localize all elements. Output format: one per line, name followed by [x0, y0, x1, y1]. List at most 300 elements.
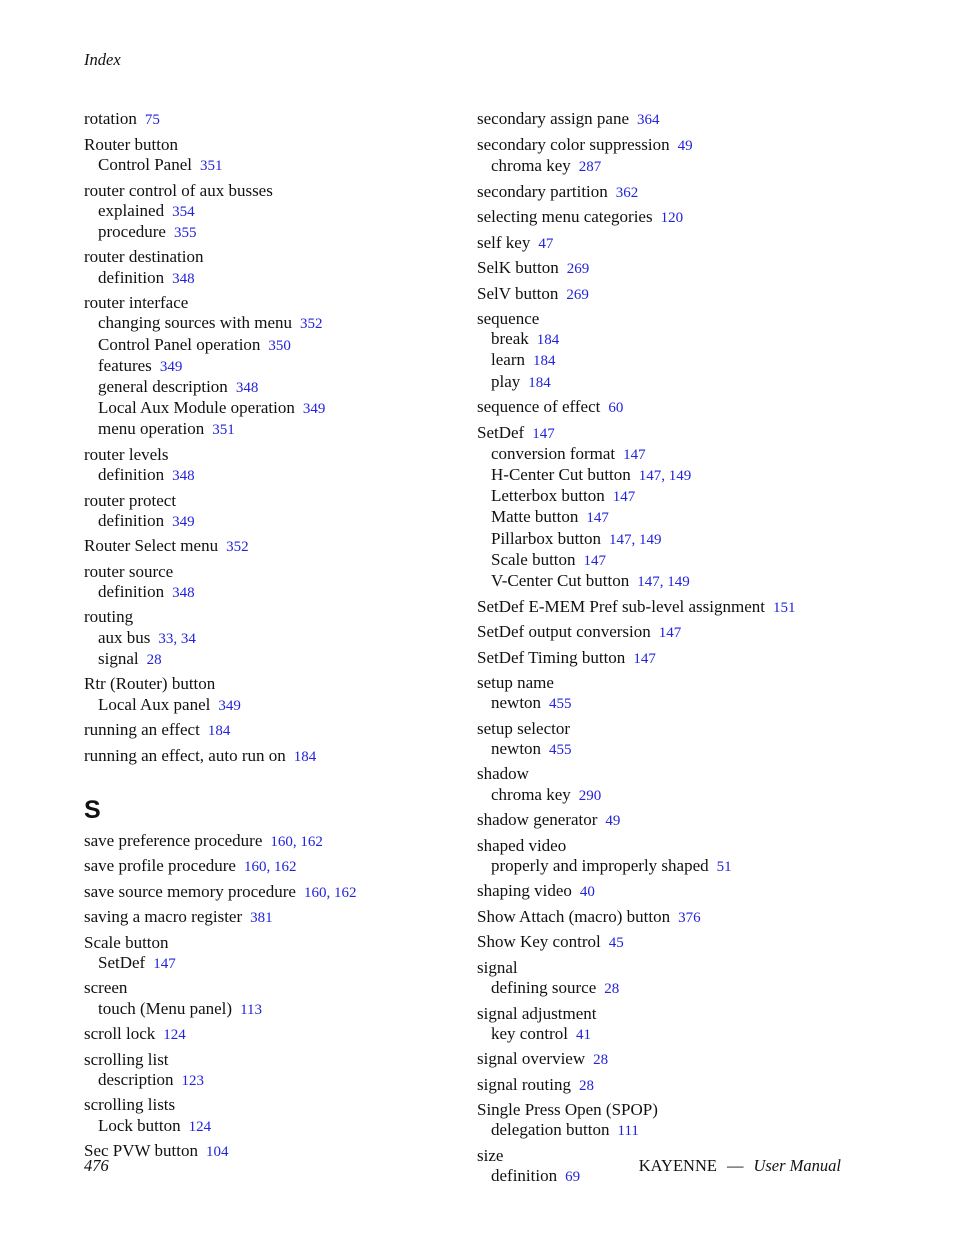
index-term-line: [477, 719, 867, 739]
index-entry: [477, 397, 867, 418]
index-term: Scale button: [84, 932, 169, 952]
index-term-line: [477, 1100, 867, 1120]
index-entry: [84, 882, 474, 903]
page-refs: [189, 1119, 212, 1135]
index-subentry: [84, 953, 474, 974]
page-link[interactable]: 348: [172, 468, 195, 485]
page-refs: [172, 204, 195, 220]
index-term-line: [84, 674, 474, 694]
page-link[interactable]: 69: [565, 1169, 581, 1186]
page-link[interactable]: 104: [205, 1144, 229, 1161]
index-entry: [84, 831, 474, 852]
index-entry: [477, 622, 867, 643]
page-refs: [717, 859, 732, 875]
index-subterm: changing sources with menu: [98, 313, 293, 333]
page-link[interactable]: 33: [158, 630, 174, 647]
page-link[interactable]: 40: [579, 884, 595, 901]
page-link[interactable]: 269: [566, 286, 589, 303]
index-term-line: [84, 135, 474, 155]
page-link[interactable]: 160: [303, 884, 327, 901]
page-refs: [608, 400, 623, 416]
index-subterm: Pillarbox button: [491, 528, 602, 548]
index-term: router protect: [84, 490, 177, 510]
page-link[interactable]: 376: [678, 909, 701, 926]
page-refs: [145, 112, 160, 128]
index-entry: [477, 881, 867, 902]
index-term-line: [84, 607, 474, 627]
index-subentry: [477, 739, 867, 760]
index-subterm: description: [98, 1069, 174, 1089]
index-term-line: [84, 978, 474, 998]
index-subentry: [477, 156, 867, 177]
page-link[interactable]: 184: [536, 332, 560, 349]
page-link[interactable]: 349: [159, 358, 183, 375]
page-link[interactable]: 111: [617, 1123, 639, 1140]
page-refs: [609, 532, 662, 548]
index-subentry: [477, 507, 867, 528]
index-subterm: key control: [491, 1023, 568, 1043]
page-link[interactable]: 45: [608, 935, 624, 952]
index-term-line: [84, 1050, 474, 1070]
page-refs: [633, 651, 656, 667]
page-refs: [567, 261, 590, 277]
page-link[interactable]: 47: [538, 235, 554, 252]
page-link[interactable]: 41: [575, 1026, 591, 1043]
page-link[interactable]: 160: [270, 833, 293, 850]
index-entry: [84, 491, 474, 532]
page-refs: [240, 1002, 262, 1018]
page-link[interactable]: 455: [549, 741, 572, 758]
page-separator: ,: [292, 833, 301, 850]
index-entry: [477, 719, 867, 760]
page-refs: [639, 468, 692, 484]
page-refs: [580, 884, 595, 900]
page-refs: [576, 1027, 591, 1043]
index-subterm: Lock button: [98, 1115, 181, 1135]
page-separator: ,: [326, 884, 334, 901]
index-subentry: [84, 377, 474, 398]
index-subterm: procedure: [98, 221, 166, 241]
page-link[interactable]: 354: [172, 203, 195, 220]
page-link[interactable]: 364: [637, 112, 660, 129]
page-refs: [616, 185, 639, 201]
page-refs: [226, 539, 249, 555]
page-link[interactable]: 120: [660, 210, 684, 226]
index-subterm: H-Center Cut button: [491, 465, 631, 485]
index-term-line: [84, 247, 474, 267]
index-entry: [84, 293, 474, 440]
index-term: scrolling lists: [84, 1095, 176, 1115]
index-entry: [84, 907, 474, 928]
index-subentry: [477, 693, 867, 714]
index-entry: [477, 932, 867, 953]
page-refs: [212, 422, 235, 438]
index-subentry: [477, 1024, 867, 1045]
page-link[interactable]: 162: [300, 833, 323, 850]
index-entry: [84, 978, 474, 1019]
page-link[interactable]: 352: [300, 316, 323, 333]
index-subentry: [84, 628, 474, 649]
index-entry: [84, 247, 474, 288]
index-term-line: [84, 882, 474, 903]
page-refs: [533, 353, 556, 369]
index-term-line: [477, 309, 867, 329]
index-entry: [84, 1050, 474, 1091]
page-link[interactable]: 184: [528, 374, 551, 391]
page-link[interactable]: 28: [146, 651, 162, 668]
index-subentry: [477, 465, 867, 486]
index-term: screen: [84, 978, 128, 998]
index-term: signal routing: [477, 1074, 571, 1094]
index-term: SetDef: [477, 422, 525, 442]
page-separator: ,: [661, 468, 669, 485]
index-term: routing: [84, 607, 134, 627]
index-subterm: touch (Menu panel): [98, 998, 233, 1018]
index-subentry: [84, 999, 474, 1020]
index-term-line: [477, 284, 867, 305]
page-refs: [158, 631, 196, 647]
page-refs: [174, 225, 197, 241]
page-link[interactable]: 147: [637, 574, 660, 591]
index-subterm: chroma key: [491, 156, 571, 175]
index-subentry: [477, 529, 867, 550]
index-term: Single Press Open (SPOP): [477, 1100, 658, 1120]
page-link[interactable]: 184: [532, 353, 556, 370]
index-term-line: [84, 856, 474, 877]
index-term: SelK button: [477, 258, 559, 277]
index-entry: [477, 673, 867, 714]
index-term: sequence: [477, 309, 540, 328]
page-link[interactable]: 147: [583, 552, 607, 569]
page-separator: ,: [266, 859, 274, 876]
index-term: save source memory procedure: [84, 881, 296, 901]
page-link[interactable]: 113: [240, 1001, 263, 1018]
index-subentry: [84, 649, 474, 670]
footer-manual: User Manual: [753, 1156, 841, 1175]
page-link[interactable]: 147: [638, 468, 662, 485]
index-term-line: [84, 1024, 474, 1045]
index-subterm: Scale button: [491, 549, 576, 569]
index-subterm: Local Aux panel: [98, 694, 211, 714]
page-link[interactable]: 149: [639, 531, 662, 548]
index-term: SelV button: [477, 283, 559, 303]
index-entry: [84, 562, 474, 603]
index-entry: [84, 607, 474, 670]
index-entry: [477, 1004, 867, 1045]
section-letter: S: [84, 795, 101, 824]
index-term-line: [84, 907, 474, 928]
page-link[interactable]: 149: [668, 468, 692, 485]
page-refs: [172, 585, 195, 601]
index-subentry: [477, 571, 867, 592]
page-link[interactable]: 160: [243, 859, 267, 876]
page-refs: [661, 210, 684, 226]
page-refs: [172, 468, 195, 484]
index-term: shadow: [477, 764, 529, 784]
index-subterm: explained: [98, 200, 165, 220]
index-term-line: [84, 933, 474, 953]
index-column-left: [84, 105, 474, 1162]
page-number: 476: [84, 1156, 109, 1175]
index-subterm: menu operation: [98, 419, 205, 439]
page-refs: [538, 236, 553, 252]
index-term-line: [84, 536, 474, 557]
index-subentry: [477, 444, 867, 465]
page-link[interactable]: 348: [172, 270, 195, 287]
page-link[interactable]: 149: [667, 574, 690, 591]
page-refs: [182, 1073, 205, 1089]
page-link[interactable]: 49: [677, 137, 693, 154]
index-term: shaped video: [477, 835, 567, 855]
index-subterm: definition: [98, 510, 165, 530]
page-refs: [586, 510, 609, 526]
page-link[interactable]: 162: [333, 884, 357, 901]
page-link[interactable]: 147: [633, 650, 656, 667]
index-subterm: play: [491, 371, 521, 391]
index-entry: [477, 182, 867, 203]
page-link[interactable]: 184: [207, 723, 231, 740]
index-term-line: [84, 831, 474, 852]
index-term-line: [477, 932, 867, 953]
page-link[interactable]: 352: [226, 539, 249, 556]
page-refs: [218, 698, 241, 714]
index-term: scroll lock: [84, 1024, 156, 1044]
page-refs: [268, 338, 291, 354]
index-term: saving a macro register: [84, 907, 243, 927]
page-link[interactable]: 49: [605, 813, 621, 830]
page-link[interactable]: 290: [578, 787, 602, 804]
page-link[interactable]: 147: [658, 625, 682, 642]
page-refs: [537, 332, 560, 348]
index-term: size: [477, 1145, 504, 1165]
index-subentry: [84, 695, 474, 716]
index-term: running an effect: [84, 720, 200, 740]
index-term-line: [84, 181, 474, 201]
index-entry: [477, 1049, 867, 1070]
index-term-line: [84, 720, 474, 741]
index-term-line: [84, 746, 474, 767]
page-link[interactable]: 349: [172, 513, 195, 530]
index-term-line: [84, 109, 474, 130]
index-subterm: definition: [98, 267, 165, 287]
index-term-line: [477, 673, 867, 693]
index-subentry: [84, 155, 474, 176]
index-subterm: definition: [98, 581, 165, 601]
index-subterm: Local Aux Module operation: [98, 398, 295, 418]
index-subterm: definition: [98, 465, 165, 485]
index-term-line: [477, 397, 867, 418]
page-refs: [566, 287, 589, 303]
index-term-line: [84, 1141, 474, 1162]
page-link[interactable]: 147: [586, 510, 609, 527]
page-link[interactable]: 269: [566, 261, 590, 277]
index-term-line: [477, 958, 867, 978]
index-term: setup name: [477, 673, 554, 693]
index-term: router control of aux busses: [84, 180, 273, 200]
index-term: Show Key control: [477, 932, 601, 952]
index-entry: [84, 1141, 474, 1162]
page-link[interactable]: 151: [773, 599, 796, 616]
index-term: sequence of effect: [477, 397, 601, 417]
index-subentry: [84, 465, 474, 486]
page-link[interactable]: 147: [609, 531, 632, 548]
index-subterm: Letterbox button: [491, 486, 605, 506]
page-link[interactable]: 381: [250, 910, 273, 927]
index-entry: [477, 423, 867, 593]
index-term-line: [84, 491, 474, 511]
page-link[interactable]: 51: [716, 858, 732, 875]
index-term: router source: [84, 561, 174, 581]
index-term-line: [477, 135, 867, 156]
index-term: shaping video: [477, 881, 572, 901]
index-term-line: [477, 648, 867, 669]
page-refs: [147, 652, 162, 668]
index-entry: [477, 135, 867, 177]
index-subentry: [477, 486, 867, 507]
page-link[interactable]: 34: [180, 630, 196, 647]
page-separator: ,: [659, 574, 668, 591]
page-link[interactable]: 349: [302, 401, 326, 418]
page-refs: [153, 956, 176, 972]
index-term: shadow generator: [477, 810, 598, 830]
index-subentry: [477, 978, 867, 999]
index-term: signal: [477, 957, 518, 977]
page-separator: ,: [173, 630, 181, 647]
index-term: router levels: [84, 444, 169, 464]
index-subterm: Matte button: [491, 507, 579, 527]
index-term: secondary partition: [477, 181, 608, 201]
index-term-line: [477, 597, 867, 618]
index-subentry: [84, 335, 474, 356]
index-entry: [477, 648, 867, 669]
index-entry: [477, 207, 867, 228]
page-link[interactable]: 455: [549, 696, 572, 713]
page-refs: [300, 316, 323, 332]
page-refs: [172, 514, 195, 530]
index-subentry: [477, 329, 867, 350]
page-link[interactable]: 60: [608, 400, 624, 417]
index-subterm: general description: [98, 376, 228, 396]
index-subterm: newton: [491, 738, 542, 758]
index-term: SetDef Timing button: [477, 647, 626, 667]
page-link[interactable]: 124: [163, 1027, 186, 1044]
page-link[interactable]: 184: [293, 748, 317, 765]
index-term-line: [477, 881, 867, 902]
page-refs: [244, 859, 297, 875]
page-refs: [604, 981, 619, 997]
index-entry: [84, 135, 474, 176]
index-subterm: V-Center Cut button: [491, 571, 630, 591]
index-entry: [477, 810, 867, 831]
index-term-line: [84, 1095, 474, 1115]
page-link[interactable]: 147: [532, 425, 555, 442]
page-link[interactable]: 123: [181, 1072, 205, 1089]
index-term: router destination: [84, 247, 204, 267]
page-refs: [579, 788, 602, 804]
index-term-line: [477, 622, 867, 643]
index-subterm: properly and improperly shaped: [491, 855, 709, 875]
page-link[interactable]: 28: [593, 1052, 609, 1069]
index-subentry: [477, 350, 867, 371]
page-link[interactable]: 351: [199, 158, 223, 174]
page-refs: [304, 885, 357, 901]
page-link[interactable]: 28: [578, 1077, 594, 1094]
page-refs: [579, 1078, 594, 1094]
page-link[interactable]: 147: [612, 489, 636, 506]
footer-brand: KAYENNE: [638, 1156, 717, 1175]
index-term: signal overview: [477, 1049, 586, 1069]
index-subentry: [84, 356, 474, 377]
page-link[interactable]: 147: [153, 955, 176, 972]
index-term-line: [477, 907, 867, 928]
index-subentry: [477, 856, 867, 877]
page-refs: [172, 271, 195, 287]
page-link[interactable]: 362: [615, 184, 639, 201]
page-refs: [773, 600, 796, 616]
index-subentry: [84, 419, 474, 440]
page-link[interactable]: 349: [218, 697, 241, 714]
index-term: running an effect, auto run on: [84, 745, 286, 765]
index-term: selecting menu categories: [477, 207, 653, 226]
page-link[interactable]: 162: [273, 859, 297, 876]
index-entry: [477, 233, 867, 254]
page-link[interactable]: 348: [235, 379, 259, 396]
page-link[interactable]: 350: [268, 337, 291, 354]
page-refs: [678, 910, 701, 926]
index-term-line: [477, 109, 867, 130]
index-term-line: [477, 233, 867, 254]
index-subterm: conversion format: [491, 443, 616, 463]
page-refs: [294, 749, 317, 765]
page-link[interactable]: 287: [578, 159, 602, 175]
page-link[interactable]: 28: [604, 981, 620, 998]
page-link[interactable]: 351: [212, 422, 235, 439]
page-link[interactable]: 147: [623, 446, 646, 463]
page-link[interactable]: 75: [144, 112, 160, 129]
index-subterm: Control Panel operation: [98, 334, 261, 354]
index-entry: [477, 284, 867, 305]
index-term: Sec PVW button: [84, 1141, 198, 1161]
page-link[interactable]: 348: [172, 584, 195, 601]
index-subentry: [84, 398, 474, 419]
page-link[interactable]: 355: [173, 224, 197, 241]
index-term-line: [477, 1049, 867, 1070]
index-term-line: [477, 207, 867, 228]
index-entry: [84, 445, 474, 486]
index-term-line: [477, 1004, 867, 1024]
index-term-line: [477, 836, 867, 856]
index-subterm: break: [491, 329, 529, 349]
index-entry: [84, 746, 474, 767]
page-link[interactable]: 124: [188, 1118, 212, 1135]
page-refs: [678, 138, 693, 154]
index-subentry: [84, 1116, 474, 1137]
footer-title: [639, 1156, 841, 1176]
index-entry: [477, 764, 867, 805]
index-term-line: [477, 258, 867, 279]
index-entry: [84, 720, 474, 741]
index-subterm: defining source: [491, 978, 597, 998]
index-subterm: delegation button: [491, 1120, 610, 1140]
index-subterm: learn: [491, 350, 525, 370]
page-refs: [618, 1123, 639, 1139]
index-entry: [477, 907, 867, 928]
page-separator: ,: [631, 531, 640, 548]
index-entry: [477, 1100, 867, 1141]
index-entry: [477, 258, 867, 279]
index-term: save profile procedure: [84, 856, 236, 876]
page-refs: [206, 1144, 229, 1160]
